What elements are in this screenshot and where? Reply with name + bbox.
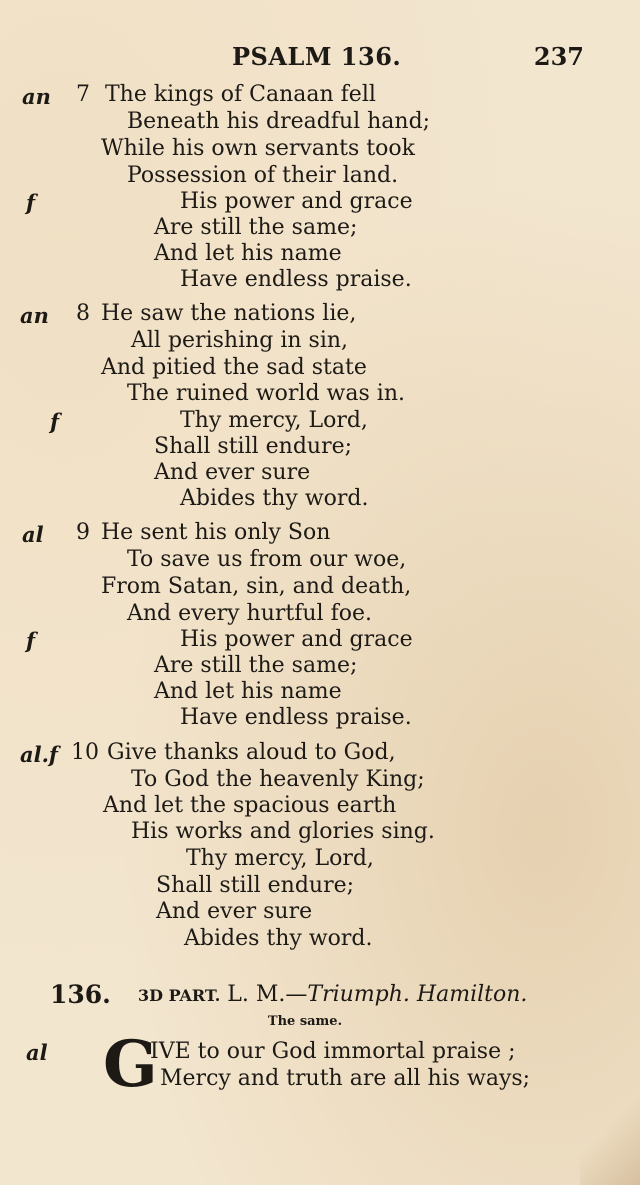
line-text: His power and grace [180,189,413,214]
line-text: He sent his only Son [101,520,331,545]
line-text: The kings of Canaan fell [105,82,376,107]
dynamic-mark: an [22,84,51,109]
hymn-subtitle: The same. [267,1014,343,1029]
running-title: PSALM 136. [232,42,402,71]
line-text: Thy mercy, Lord, [180,408,368,433]
page-stain [580,1095,640,1185]
dynamic-mark: al [26,1040,48,1065]
line-text: And let his name [154,679,342,704]
line-text: And pitied the sad state [101,355,367,380]
line-text: His works and glories sing. [131,819,435,844]
dynamic-mark: al.f [20,742,58,767]
dynamic-mark: f [50,409,60,434]
line-text: Give thanks aloud to God, [107,740,396,765]
line-text: To save us from our woe, [127,547,407,572]
hymn-part: 3D PART. [138,986,221,1005]
dynamic-mark: an [20,303,49,328]
hymn-tunes: Triumph. Hamilton. [307,982,528,1007]
line-text: Are still the same; [154,215,358,240]
dynamic-mark: f [26,190,36,215]
hymn-number: 136. [50,980,111,1009]
line-text: And every hurtful foe. [127,601,372,626]
stanza-number: 9 [76,520,90,545]
stanza-number: 8 [76,301,90,326]
drop-cap: G [103,1027,158,1102]
line-text: All perishing in sin, [131,328,349,353]
line-text: Mercy and truth are all his ways; [160,1066,531,1091]
line-text: Possession of their land. [127,163,399,188]
line-text: While his own servants took [101,136,415,161]
line-text: From Satan, sin, and death, [101,574,412,599]
line-text: Have endless praise. [180,267,412,292]
line-text: Thy mercy, Lord, [186,846,374,871]
stanza-number: 7 [76,82,90,107]
stanza-number: 10 [71,740,99,765]
hymn-meter: L. M. [227,982,286,1007]
dynamic-mark: al [22,522,44,547]
hymn-heading [0,980,640,1012]
line-text: Beneath his dreadful hand; [127,109,431,134]
line-text: And ever sure [154,460,311,485]
page-header [0,38,640,72]
dynamic-mark: f [26,628,36,653]
line-text: Shall still endure; [156,873,355,898]
line-text: He saw the nations lie, [101,301,357,326]
line-text: Are still the same; [154,653,358,678]
line-text: Abides thy word. [184,926,373,951]
line-text: And ever sure [156,899,313,924]
line-text: To God the heavenly King; [131,767,425,792]
line-text: His power and grace [180,627,413,652]
line-text: IVE to our God immortal praise ; [150,1039,516,1064]
line-text: And let his name [154,241,342,266]
page-number: 237 [533,42,584,71]
line-text: And let the spacious earth [103,793,397,818]
hymn-meter-line: 3D PART. L. M.—Triumph. Hamilton. [138,982,528,1007]
line-text: Have endless praise. [180,705,412,730]
line-text: Shall still endure; [154,434,353,459]
line-text: Abides thy word. [180,486,369,511]
line-text: The ruined world was in. [127,381,405,406]
